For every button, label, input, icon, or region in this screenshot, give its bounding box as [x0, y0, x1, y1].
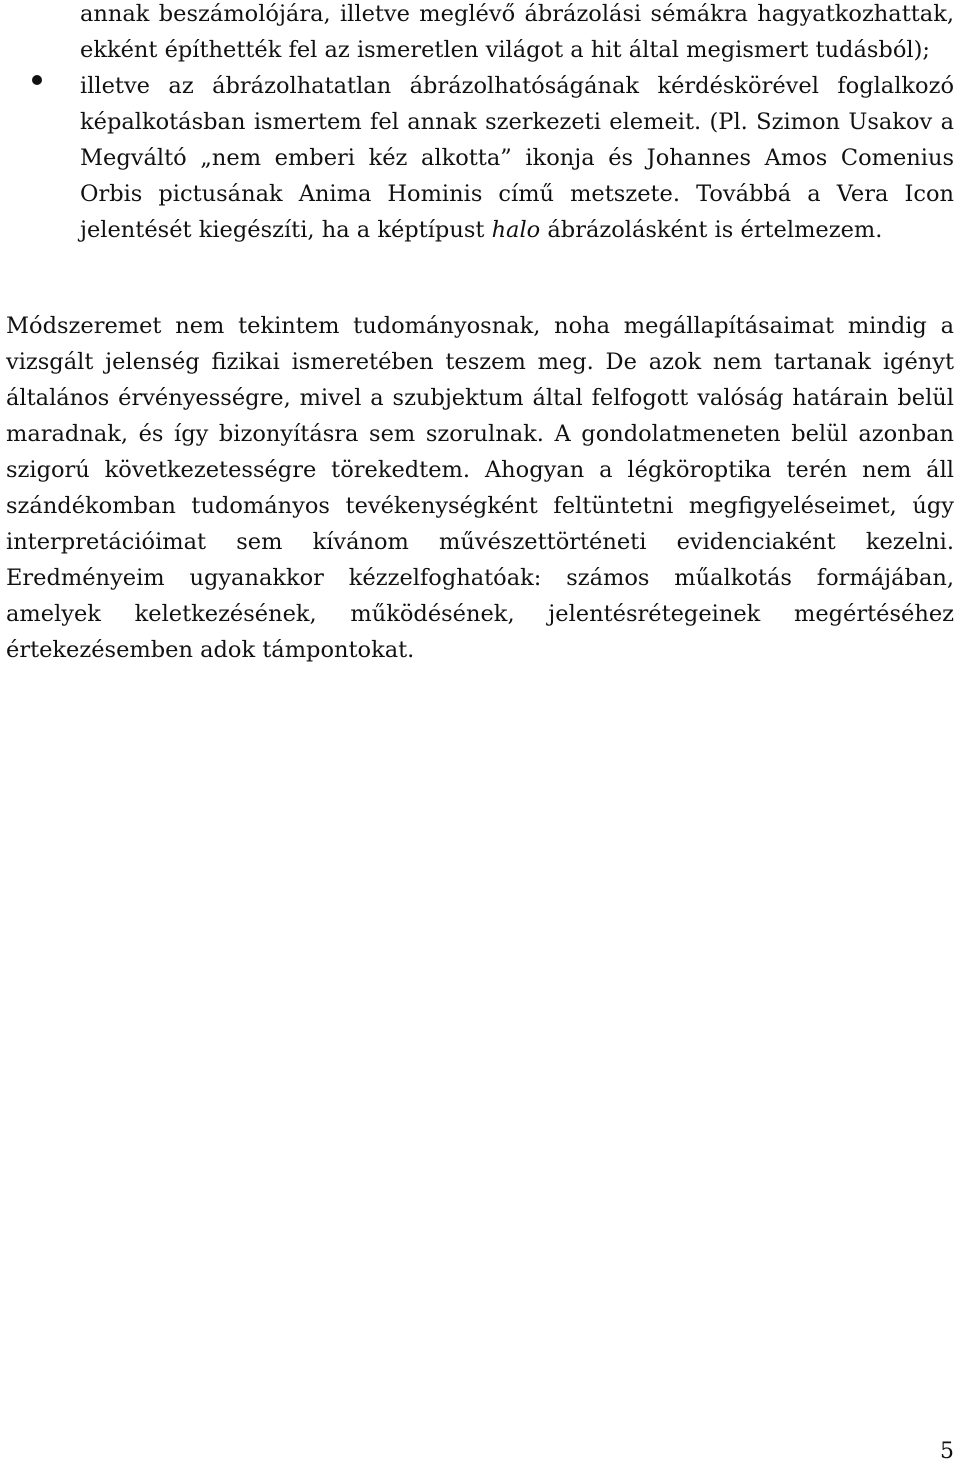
- bullet-text-after-italic: ábrázolásként is értelmezem.: [540, 217, 883, 243]
- method-paragraph: Módszeremet nem tekintem tudományosnak, noha megállapításaimat mindig a vizsgált jelenség fizikai ismeretében teszem meg. De azok nem tartanak igényt általános érvényességre, mivel a szubjektum által felfogott valóság határain belül maradnak, és így bizonyításra sem szorulnak. A gondolatmeneten belül azonban szigorú következetességre törekedtem. Ahogyan a légköroptika terén nem áll szándékomban tudományos tevékenységként feltüntetni megfigyeléseimet, úgy interpretációimat sem kívánom művészettörténeti evidenciaként kezelni. Eredményeim ugyanakkor kézzelfoghatóak: számos műalkotás formájában, amelyek keletkezésének, működésének, jelentésrétegeinek megértéséhez értekezésemben adok támpontokat.: [6, 313, 954, 663]
- bullet-item: [80, 68, 954, 248]
- bullet-text-before-italic: illetve az ábrázolhatatlan ábrázolhatóságának kérdéskörével foglalkozó képalkotásban ismertem fel annak szerkezeti elemeit. (Pl. Szimon Usakov a Megváltó „nem emberi kéz alkotta” ikonja és Johannes Amos Comenius Orbis pictusának Anima Hominis című metszete. Továbbá a Vera Icon jelentését kiegészíti, ha a képtípust: [80, 73, 954, 243]
- bullet-icon: [32, 75, 42, 85]
- bullet-italic-word: halo: [491, 217, 541, 243]
- page-number: 5: [940, 1439, 954, 1464]
- continuation-paragraph: annak beszámolójára, illetve meglévő ábrázolási sémákra hagyatkozhattak, ekként építhették fel az ismeretlen világot a hit által megismert tudásból);: [80, 1, 954, 63]
